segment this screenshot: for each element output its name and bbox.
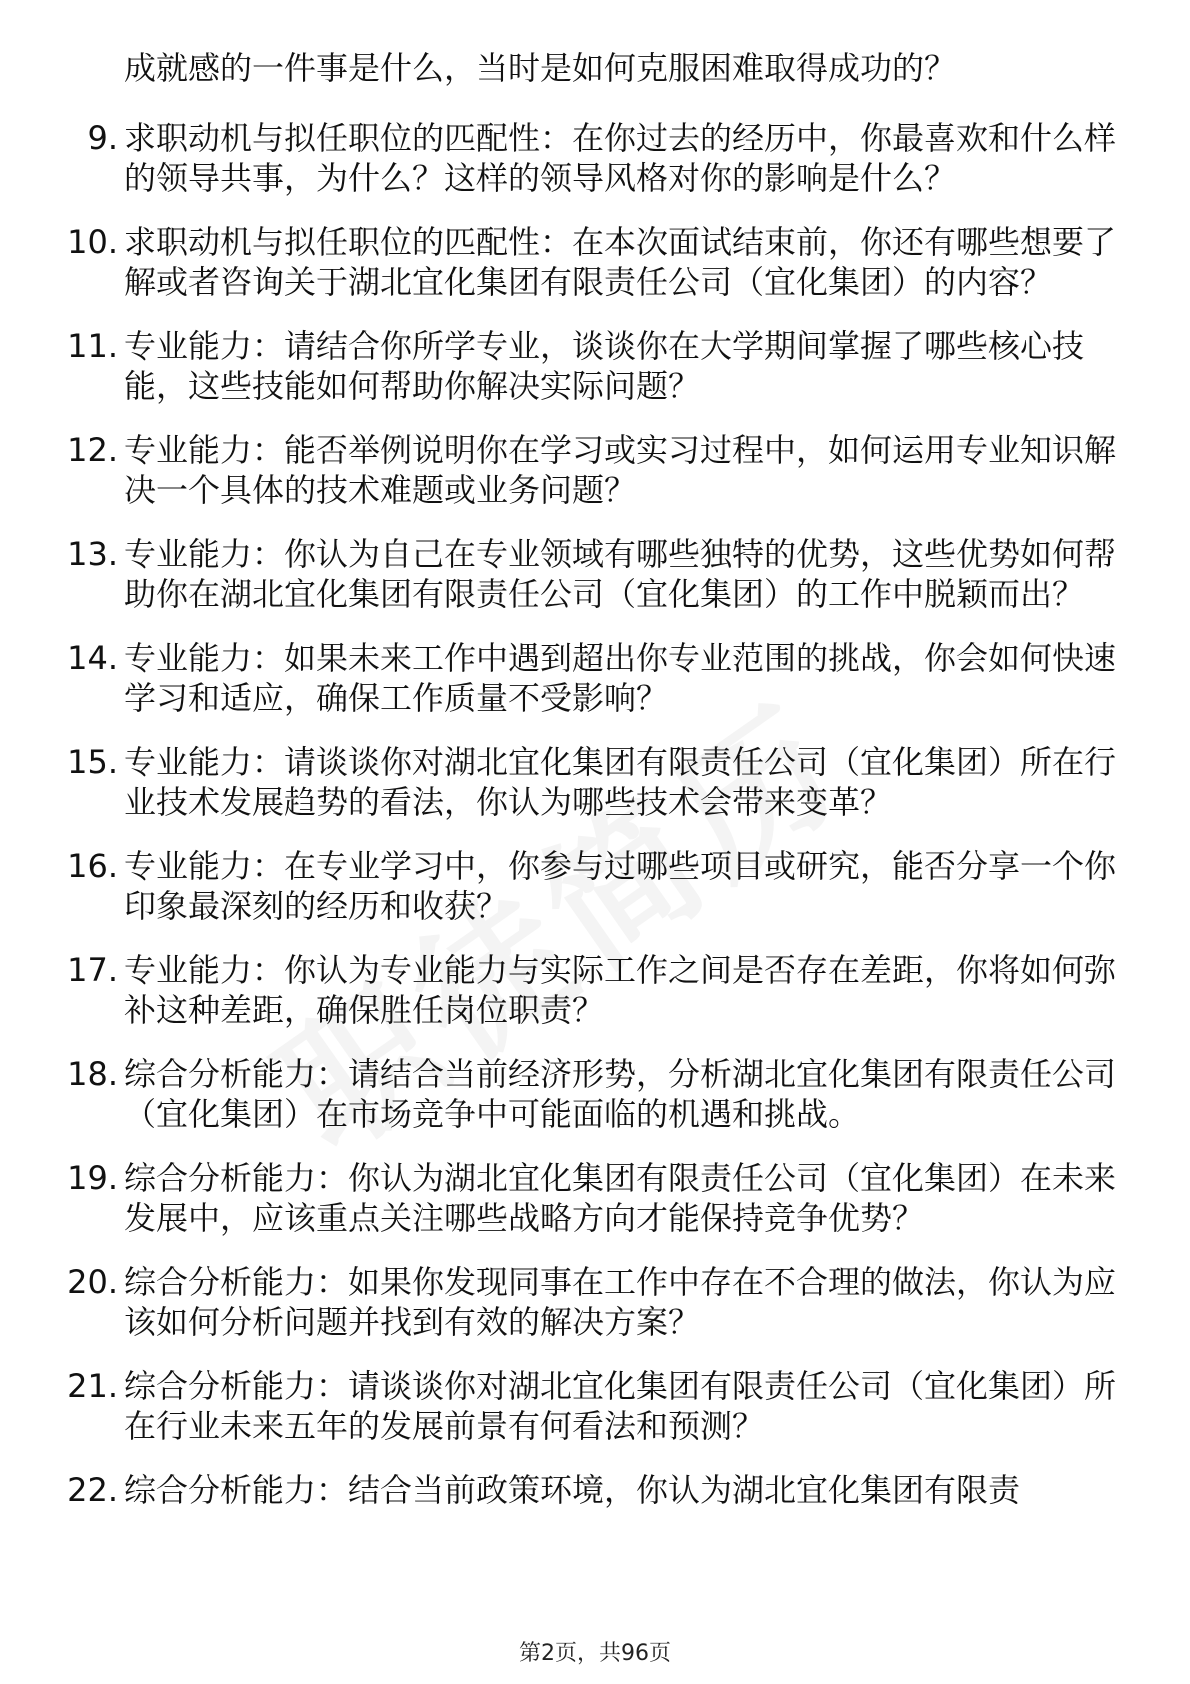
page-footer: 第2页，共96页 (519, 1641, 671, 1666)
item-text: 综合分析能力：请谈谈你对湖北宜化集团有限责任公司（宜化集团）所在行业未来五年的发展前景有何看法和预测？ (124, 1367, 1117, 1445)
list-item (40, 1158, 1120, 1238)
list-item (40, 534, 1120, 614)
item-text: 专业能力：在专业学习中，你参与过哪些项目或研究，能否分享一个你印象最深刻的经历和收获？ (124, 847, 1117, 925)
item-text: 综合分析能力：你认为湖北宜化集团有限责任公司（宜化集团）在未来发展中，应该重点关注哪些战略方向才能保持竞争优势？ (124, 1159, 1117, 1237)
item-number: 19. (67, 1159, 118, 1197)
list-item (40, 1054, 1120, 1134)
item-number: 12. (67, 431, 118, 469)
item-number: 18. (67, 1055, 118, 1093)
list-item (40, 1470, 1120, 1510)
item-number: 21. (67, 1367, 118, 1405)
list-item (40, 846, 1120, 926)
item-number: 22. (67, 1471, 118, 1509)
item-number: 9. (87, 119, 118, 157)
list-item (40, 1366, 1120, 1446)
list-item (40, 950, 1120, 1030)
item-text: 专业能力：你认为自己在专业领域有哪些独特的优势，这些优势如何帮助你在湖北宜化集团有限责任公司（宜化集团）的工作中脱颖而出？ (124, 535, 1117, 613)
list-item (40, 222, 1120, 302)
item-text: 综合分析能力：结合当前政策环境，你认为湖北宜化集团有限责 (124, 1471, 1021, 1509)
item-number: 20. (67, 1263, 118, 1301)
item-number: 11. (67, 327, 118, 365)
list-item (40, 118, 1120, 198)
item-text: 专业能力：请谈谈你对湖北宜化集团有限责任公司（宜化集团）所在行业技术发展趋势的看法，你认为哪些技术会带来变革？ (124, 743, 1117, 821)
item-number: 13. (67, 535, 118, 573)
item-number: 10. (67, 223, 118, 261)
item-text: 专业能力：你认为专业能力与实际工作之间是否存在差距，你将如何弥补这种差距，确保胜任岗位职责？ (124, 951, 1117, 1029)
item-text: 综合分析能力：请结合当前经济形势，分析湖北宜化集团有限责任公司（宜化集团）在市场竞争中可能面临的机遇和挑战。 (124, 1055, 1117, 1133)
list-item (40, 1262, 1120, 1342)
item-number: 14. (67, 639, 118, 677)
item-text: 求职动机与拟任职位的匹配性：在你过去的经历中，你最喜欢和什么样的领导共事，为什么？这样的领导风格对你的影响是什么？ (124, 119, 1117, 197)
item-text: 专业能力：请结合你所学专业，谈谈你在大学期间掌握了哪些核心技能，这些技能如何帮助你解决实际问题？ (124, 327, 1085, 405)
list-item (40, 742, 1120, 822)
item-text: 求职动机与拟任职位的匹配性：在本次面试结束前，你还有哪些想要了解或者咨询关于湖北宜化集团有限责任公司（宜化集团）的内容？ (124, 223, 1117, 301)
item-text: 专业能力：能否举例说明你在学习或实习过程中，如何运用专业知识解决一个具体的技术难题或业务问题？ (124, 431, 1117, 509)
item-text: 专业能力：如果未来工作中遇到超出你专业范围的挑战，你会如何快速学习和适应，确保工作质量不受影响？ (124, 639, 1117, 717)
item-number: 15. (67, 743, 118, 781)
question-list (40, 118, 1120, 1534)
list-item (40, 430, 1120, 510)
continued-text: 成就感的一件事是什么，当时是如何克服困难取得成功的？ (124, 49, 957, 87)
item-number: 16. (67, 847, 118, 885)
item-number: 17. (67, 951, 118, 989)
list-item (40, 638, 1120, 718)
item-text: 综合分析能力：如果你发现同事在工作中存在不合理的做法，你认为应该如何分析问题并找到有效的解决方案？ (124, 1263, 1117, 1341)
list-item (40, 326, 1120, 406)
